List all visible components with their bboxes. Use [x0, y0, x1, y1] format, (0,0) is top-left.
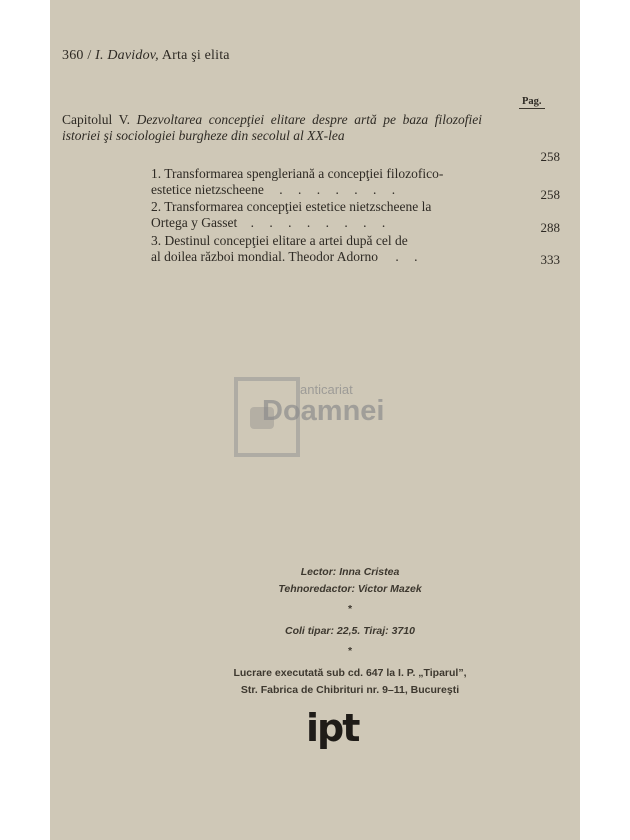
toc-item-line2: Ortega y Gasset . . . . . . . .: [151, 215, 392, 230]
imprint-tehnoredactor: Tehnoredactor: Victor Mazek: [278, 583, 422, 595]
pag-column-label: Pag.: [519, 96, 545, 109]
toc-item-line2: al doilea război mondial. Theodor Adorno . .: [151, 249, 424, 264]
header-author: I. Davidov,: [95, 48, 159, 63]
toc-dots: . .: [395, 249, 424, 264]
toc-item-page: 288: [540, 220, 560, 235]
toc-dots: . . . . . . .: [279, 182, 402, 197]
chapter-entry: [62, 112, 482, 144]
header-page-number: 360: [62, 48, 84, 63]
toc-item: [151, 199, 514, 231]
toc-item-page: 333: [540, 252, 560, 267]
running-header: [62, 48, 230, 64]
imprint-coli-tiraj: Coli tipar: 22,5. Tiraj: 3710: [285, 625, 415, 637]
toc-item: [151, 166, 514, 198]
watermark-big-text: Doamnei: [262, 395, 385, 427]
toc-item-line1: 2. Transformarea concepţiei estetice nietzscheene la: [151, 199, 432, 214]
imprint-separator-star: *: [347, 603, 353, 615]
imprint-executed: Lucrare executată sub cd. 647 la I. P. „Tiparul”,: [233, 667, 467, 679]
imprint-lector: Lector: Inna Cristea: [300, 566, 400, 578]
chapter-title: Dezvoltarea concepţiei elitare despre artă pe baza filozofiei istoriei şi sociologiei burgheze din secolul al XX-lea: [62, 112, 483, 143]
toc-item-line1: 1. Transformarea spengleriană a concepţiei filozofico-: [151, 166, 444, 181]
watermark-small-text: anticariat: [300, 382, 353, 397]
toc-item-line2: estetice nietzscheene . . . . . . .: [151, 182, 402, 197]
chapter-number: Capitolul V.: [62, 112, 130, 127]
imprint-address: Str. Fabrica de Chibrituri nr. 9–11, Bucureşti: [240, 684, 460, 696]
toc-item-page: 258: [540, 187, 560, 202]
toc-item-line1: 3. Destinul concepţiei elitare a artei după cel de: [151, 233, 408, 248]
imprint-separator-star: *: [347, 645, 353, 657]
header-book-title: Arta şi elita: [161, 48, 230, 63]
printer-logo: ipt: [306, 706, 359, 750]
bleed-through-area: [140, 280, 500, 680]
chapter-page: 258: [540, 149, 560, 164]
toc-dots: . . . . . . . .: [250, 215, 392, 230]
toc-item: [151, 233, 514, 265]
header-separator: /: [87, 48, 92, 63]
